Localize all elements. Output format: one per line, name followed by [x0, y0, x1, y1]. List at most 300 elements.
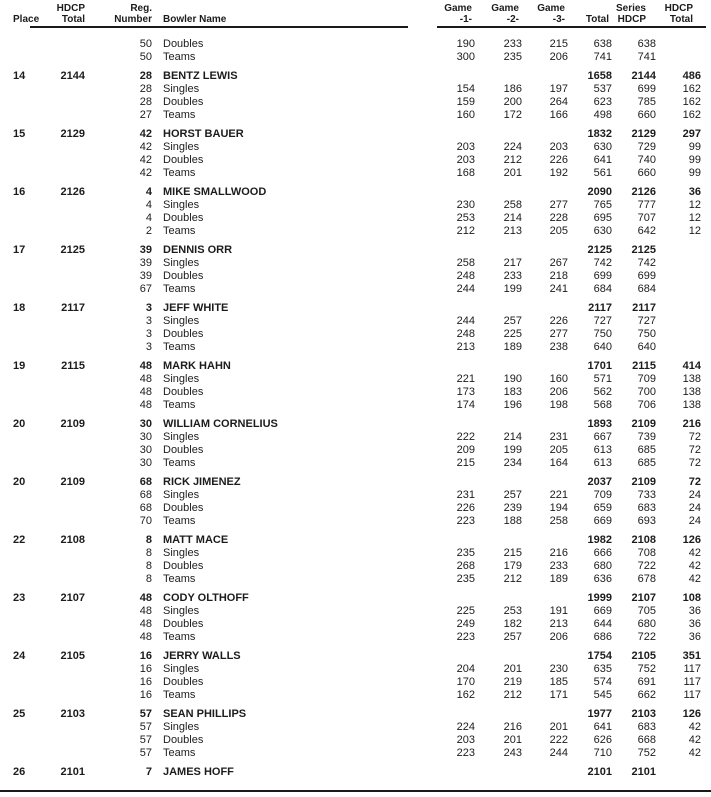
- event-label-cell: Doubles: [163, 328, 204, 340]
- place-cell: [0, 515, 47, 528]
- game1-cell: 160: [456, 109, 475, 121]
- place-cell: [0, 283, 47, 296]
- place-cell: [0, 431, 47, 444]
- hdcp-total-value-cell: 12: [688, 225, 701, 237]
- hdcp-total-cell: [47, 734, 88, 747]
- game2-cell: 179: [503, 560, 522, 572]
- game3-cell: 244: [549, 747, 568, 759]
- event-label-cell: Doubles: [163, 444, 204, 456]
- hdcp-total-value-cell: 42: [688, 573, 701, 585]
- series-hdcp-cell: 662: [637, 689, 656, 701]
- event-label-cell: Doubles: [163, 734, 204, 746]
- place-cell: 16: [13, 186, 26, 198]
- total-cell: 562: [593, 386, 612, 398]
- place-cell: [0, 225, 47, 238]
- game1-cell: [426, 592, 475, 605]
- series-hdcp-cell: 727: [637, 315, 656, 327]
- place-cell: [0, 257, 47, 270]
- event-label-cell: Teams: [163, 631, 196, 643]
- hdcp-total-value-cell: 42: [688, 734, 701, 746]
- reg-number-cell: 68: [139, 502, 152, 514]
- bowler-summary-row: [0, 592, 711, 605]
- hdcp-total-cell: [47, 154, 88, 167]
- place-cell: [0, 373, 47, 386]
- series-hdcp-cell: 740: [637, 154, 656, 166]
- hdcp-total-value-cell: 24: [688, 489, 701, 501]
- series-hdcp-cell: 683: [637, 502, 656, 514]
- event-row: [0, 51, 711, 64]
- total-cell: 571: [593, 373, 612, 385]
- place-cell: [0, 341, 47, 354]
- bowler-name-cell: JAMES HOFF: [163, 766, 234, 778]
- game1-cell: 223: [456, 515, 475, 527]
- col-header-game3-line1: Game: [537, 3, 565, 14]
- place-cell: [0, 676, 47, 689]
- event-row: [0, 328, 711, 341]
- hdcp-total-value-cell: 117: [683, 663, 701, 675]
- event-label-cell: Singles: [163, 663, 200, 675]
- total-cell: 1999: [587, 592, 612, 604]
- event-label-cell: Singles: [163, 199, 200, 211]
- hdcp-total-value-cell: 138: [682, 373, 701, 385]
- game3-cell: 189: [549, 573, 568, 585]
- series-hdcp-cell: 722: [637, 560, 656, 572]
- reg-number-cell: 42: [139, 128, 152, 140]
- total-cell: 741: [593, 51, 612, 63]
- game2-cell: [475, 70, 522, 83]
- event-label-cell: Teams: [163, 341, 196, 353]
- place-cell: [0, 605, 47, 618]
- hdcp-total-value-cell: 72: [688, 431, 701, 443]
- series-hdcp-cell: 683: [637, 721, 656, 733]
- event-label-cell: Singles: [163, 721, 200, 733]
- standings-group: [0, 650, 711, 702]
- event-row: [0, 734, 711, 747]
- standings-group: [0, 708, 711, 760]
- game1-cell: [426, 128, 475, 141]
- event-row: [0, 689, 711, 702]
- event-label-cell: Teams: [163, 51, 196, 63]
- game1-cell: 204: [456, 663, 475, 675]
- event-row: [0, 573, 711, 586]
- game2-cell: 212: [503, 154, 522, 166]
- game2-cell: 190: [503, 373, 522, 385]
- hdcp-total-cell: [47, 373, 88, 386]
- game2-cell: [475, 534, 522, 547]
- col-header-game1-line1: Game: [444, 3, 472, 14]
- game1-cell: [426, 708, 475, 721]
- game2-cell: 201: [503, 663, 522, 675]
- event-row: [0, 457, 711, 470]
- total-cell: 574: [593, 676, 612, 688]
- event-row: [0, 444, 711, 457]
- game2-cell: 234: [503, 457, 522, 469]
- game2-cell: 172: [503, 109, 522, 121]
- hdcp-total-cell: [47, 676, 88, 689]
- bowler-name-cell: MATT MACE: [163, 534, 229, 546]
- reg-number-cell: 39: [139, 244, 152, 256]
- total-cell: 561: [593, 167, 612, 179]
- place-cell: [0, 547, 47, 560]
- total-cell: 727: [593, 315, 612, 327]
- total-cell: 669: [593, 605, 612, 617]
- event-label-cell: Singles: [163, 257, 200, 269]
- series-hdcp-cell: 705: [637, 605, 656, 617]
- hdcp-total-cell: [47, 386, 88, 399]
- header-line-2: [0, 14, 711, 25]
- col-header-game3-line2: -3-: [552, 14, 565, 25]
- hdcp-total-cell: [47, 51, 88, 64]
- game1-cell: 212: [456, 225, 475, 237]
- hdcp-total-cell: 2103: [60, 708, 85, 720]
- col-header-hdcp-total-line2: Total: [61, 14, 85, 25]
- game3-cell: 203: [549, 141, 568, 153]
- hdcp-total-cell: [47, 547, 88, 560]
- series-hdcp-cell: 2107: [631, 592, 656, 604]
- reg-number-cell: 39: [139, 257, 152, 269]
- game3-cell: 230: [549, 663, 568, 675]
- event-label-cell: Singles: [163, 489, 200, 501]
- event-row: [0, 199, 711, 212]
- standings-group: [0, 38, 711, 64]
- game2-cell: 182: [503, 618, 522, 630]
- hdcp-total-value-cell: 162: [682, 96, 701, 108]
- reg-number-cell: 28: [139, 96, 152, 108]
- event-label-cell: Doubles: [163, 38, 204, 50]
- hdcp-total-cell: [47, 689, 88, 702]
- game1-cell: 203: [456, 154, 475, 166]
- game3-cell: 166: [549, 109, 568, 121]
- hdcp-total-cell: [47, 431, 88, 444]
- col-header-bowler-name-line2: Bowler Name: [163, 14, 227, 25]
- game1-cell: 215: [456, 457, 475, 469]
- total-cell: 613: [593, 457, 612, 469]
- place-cell: [0, 109, 47, 122]
- game1-cell: 225: [456, 605, 475, 617]
- game1-cell: 248: [456, 328, 475, 340]
- event-row: [0, 489, 711, 502]
- hdcp-total-cell: [47, 663, 88, 676]
- game3-cell: 264: [549, 96, 568, 108]
- game2-cell: [475, 708, 522, 721]
- reg-number-cell: 48: [139, 373, 152, 385]
- hdcp-total-cell: [47, 212, 88, 225]
- place-cell: [0, 141, 47, 154]
- bowler-name-cell: HORST BAUER: [163, 128, 244, 140]
- place-cell: [0, 631, 47, 644]
- place-cell: [0, 167, 47, 180]
- standings-group: [0, 70, 711, 122]
- place-cell: [0, 489, 47, 502]
- place-cell: [0, 689, 47, 702]
- reg-number-cell: 57: [139, 721, 152, 733]
- game1-cell: 300: [456, 51, 475, 63]
- series-hdcp-cell: 707: [637, 212, 656, 224]
- hdcp-total-value-cell: 486: [682, 70, 701, 82]
- reg-number-cell: 50: [139, 51, 152, 63]
- total-cell: 568: [593, 399, 612, 411]
- reg-number-cell: 30: [139, 444, 152, 456]
- game3-cell: [522, 766, 568, 779]
- event-label-cell: Doubles: [163, 386, 204, 398]
- total-cell: 2117: [588, 302, 612, 314]
- event-row: [0, 315, 711, 328]
- game2-cell: 233: [503, 270, 522, 282]
- series-hdcp-cell: 2103: [631, 708, 656, 720]
- series-hdcp-cell: 709: [637, 373, 656, 385]
- hdcp-total-cell: [47, 721, 88, 734]
- event-label-cell: Teams: [163, 167, 196, 179]
- reg-number-cell: 42: [139, 154, 152, 166]
- place-cell: 19: [13, 360, 26, 372]
- event-label-cell: Doubles: [163, 502, 204, 514]
- game1-cell: 174: [456, 399, 475, 411]
- game2-cell: [475, 476, 522, 489]
- hdcp-total-cell: [47, 560, 88, 573]
- game2-cell: 212: [503, 689, 522, 701]
- game1-cell: 248: [456, 270, 475, 282]
- game1-cell: 159: [456, 96, 475, 108]
- series-hdcp-cell: 691: [637, 676, 656, 688]
- hdcp-total-value-cell: 42: [688, 747, 701, 759]
- game1-cell: 209: [456, 444, 475, 456]
- series-hdcp-cell: 2109: [631, 418, 656, 430]
- place-cell: [0, 734, 47, 747]
- bowler-summary-row: [0, 766, 711, 779]
- place-cell: [0, 618, 47, 631]
- game1-cell: 235: [456, 547, 475, 559]
- reg-number-cell: 68: [139, 476, 152, 488]
- col-header-game1-line2: -1-: [459, 14, 472, 25]
- standings-group: [0, 360, 711, 412]
- event-label-cell: Teams: [163, 457, 196, 469]
- game3-cell: 191: [549, 605, 568, 617]
- total-cell: 498: [593, 109, 612, 121]
- hdcp-total-cell: [47, 38, 88, 51]
- game2-cell: 253: [503, 605, 522, 617]
- series-hdcp-cell: 733: [637, 489, 656, 501]
- hdcp-total-cell: 2125: [60, 244, 85, 256]
- place-cell: 17: [13, 244, 26, 256]
- series-hdcp-cell: 678: [637, 573, 656, 585]
- hdcp-total-cell: [47, 444, 88, 457]
- reg-number-cell: 30: [139, 418, 152, 430]
- game2-cell: [475, 650, 522, 663]
- col-header-game2-line2: -2-: [506, 14, 519, 25]
- hdcp-total-value-cell: [656, 341, 701, 354]
- total-cell: 2090: [587, 186, 612, 198]
- event-row: [0, 270, 711, 283]
- bowler-summary-row: [0, 302, 711, 315]
- game2-cell: 196: [503, 399, 522, 411]
- total-cell: 640: [593, 341, 612, 353]
- table-header: [0, 0, 711, 28]
- game3-cell: 206: [549, 51, 568, 63]
- hdcp-total-cell: [47, 515, 88, 528]
- hdcp-total-cell: 2108: [60, 534, 85, 546]
- game1-cell: 190: [456, 38, 475, 50]
- game2-cell: 219: [503, 676, 522, 688]
- reg-number-cell: 48: [139, 360, 152, 372]
- event-row: [0, 96, 711, 109]
- reg-number-cell: 50: [139, 38, 152, 50]
- place-cell: [0, 457, 47, 470]
- col-header-reg-number-line2: Number: [114, 14, 152, 25]
- series-hdcp-cell: 660: [637, 109, 656, 121]
- hdcp-total-cell: [47, 96, 88, 109]
- game3-cell: 197: [549, 83, 568, 95]
- game2-cell: 186: [503, 83, 522, 95]
- hdcp-total-cell: 2109: [60, 418, 85, 430]
- series-hdcp-cell: 2125: [631, 244, 656, 256]
- series-hdcp-cell: 752: [637, 663, 656, 675]
- event-row: [0, 605, 711, 618]
- game2-cell: 233: [503, 38, 522, 50]
- total-cell: 686: [593, 631, 612, 643]
- place-cell: 20: [13, 418, 26, 430]
- hdcp-total-value-cell: 99: [688, 167, 701, 179]
- total-cell: 699: [593, 270, 612, 282]
- game2-cell: 257: [503, 315, 522, 327]
- reg-number-cell: 16: [139, 650, 152, 662]
- series-hdcp-cell: 699: [637, 83, 656, 95]
- hdcp-total-cell: [47, 283, 88, 296]
- game3-cell: 233: [549, 560, 568, 572]
- reg-number-cell: 8: [145, 534, 152, 546]
- game3-cell: 171: [549, 689, 568, 701]
- game1-cell: 253: [456, 212, 475, 224]
- total-cell: 1754: [587, 650, 612, 662]
- total-cell: 1982: [587, 534, 612, 546]
- game2-cell: [475, 302, 522, 315]
- reg-number-cell: 57: [139, 747, 152, 759]
- place-cell: [0, 83, 47, 96]
- col-header-series-hdcp-line1: Series: [615, 3, 646, 14]
- hdcp-total-cell: [47, 747, 88, 760]
- game2-cell: 225: [503, 328, 522, 340]
- series-hdcp-cell: 708: [637, 547, 656, 559]
- event-label-cell: Singles: [163, 431, 200, 443]
- reg-number-cell: 30: [139, 431, 152, 443]
- reg-number-cell: 8: [145, 547, 152, 559]
- header-rule-right: [437, 26, 706, 28]
- series-hdcp-cell: 684: [637, 283, 656, 295]
- col-header-total-line2: Total: [585, 14, 609, 25]
- total-cell: 641: [593, 154, 612, 166]
- series-hdcp-cell: 2108: [631, 534, 656, 546]
- event-label-cell: Teams: [163, 109, 196, 121]
- game2-cell: 183: [503, 386, 522, 398]
- hdcp-total-cell: [47, 502, 88, 515]
- series-hdcp-cell: 741: [637, 51, 656, 63]
- event-row: [0, 386, 711, 399]
- bowler-name-cell: JEFF WHITE: [163, 302, 229, 314]
- hdcp-total-cell: [47, 83, 88, 96]
- game1-cell: 230: [456, 199, 475, 211]
- standings-group: [0, 186, 711, 238]
- hdcp-total-value-cell: [656, 328, 701, 341]
- total-cell: 2125: [587, 244, 612, 256]
- reg-number-cell: 48: [139, 386, 152, 398]
- event-label-cell: Teams: [163, 399, 196, 411]
- total-cell: 1658: [587, 70, 612, 82]
- event-label-cell: Singles: [163, 83, 200, 95]
- reg-number-cell: 3: [145, 341, 152, 353]
- col-header-reg-number-line1: Reg.: [130, 3, 152, 14]
- game3-cell: 277: [549, 328, 568, 340]
- hdcp-total-value-cell: 162: [682, 109, 701, 121]
- series-hdcp-cell: 685: [637, 444, 656, 456]
- total-cell: 626: [593, 734, 612, 746]
- game2-cell: 215: [503, 547, 522, 559]
- total-cell: 2037: [587, 476, 612, 488]
- game3-cell: 241: [549, 283, 568, 295]
- series-hdcp-cell: 699: [637, 270, 656, 282]
- hdcp-total-cell: [47, 341, 88, 354]
- total-cell: 635: [593, 663, 612, 675]
- reg-number-cell: 30: [139, 457, 152, 469]
- game1-cell: [426, 650, 475, 663]
- bottom-rule: [0, 790, 711, 792]
- game2-cell: [475, 766, 522, 779]
- place-cell: 18: [13, 302, 26, 314]
- reg-number-cell: 39: [139, 270, 152, 282]
- standings-group: [0, 592, 711, 644]
- event-row: [0, 283, 711, 296]
- hdcp-total-cell: [47, 167, 88, 180]
- col-header-series-hdcp-line2: HDCP: [617, 14, 646, 25]
- reg-number-cell: 57: [139, 708, 152, 720]
- reg-number-cell: 70: [139, 515, 152, 527]
- place-cell: 25: [13, 708, 26, 720]
- game1-cell: 170: [456, 676, 475, 688]
- total-cell: 638: [593, 38, 612, 50]
- total-cell: 630: [593, 141, 612, 153]
- game1-cell: 222: [456, 431, 475, 443]
- game2-cell: 188: [503, 515, 522, 527]
- total-cell: 1701: [587, 360, 612, 372]
- event-row: [0, 225, 711, 238]
- game2-cell: 216: [503, 721, 522, 733]
- hdcp-total-cell: 2129: [60, 128, 85, 140]
- hdcp-total-value-cell: 42: [688, 721, 701, 733]
- reg-number-cell: 48: [139, 631, 152, 643]
- place-cell: [0, 212, 47, 225]
- event-label-cell: Teams: [163, 747, 196, 759]
- series-hdcp-cell: 2129: [631, 128, 656, 140]
- place-cell: [0, 444, 47, 457]
- game1-cell: 244: [456, 283, 475, 295]
- game3-cell: [522, 534, 568, 547]
- game3-cell: 222: [549, 734, 568, 746]
- bowler-summary-row: [0, 418, 711, 431]
- series-hdcp-cell: 722: [637, 631, 656, 643]
- place-cell: [0, 154, 47, 167]
- game3-cell: 226: [549, 315, 568, 327]
- hdcp-total-value-cell: [656, 51, 701, 64]
- hdcp-total-cell: [47, 109, 88, 122]
- bowler-name-cell: BENTZ LEWIS: [163, 70, 238, 82]
- hdcp-total-value-cell: 99: [688, 154, 701, 166]
- hdcp-total-cell: [47, 489, 88, 502]
- reg-number-cell: 68: [139, 489, 152, 501]
- hdcp-total-cell: 2117: [61, 302, 85, 314]
- series-hdcp-cell: 668: [637, 734, 656, 746]
- game3-cell: [522, 186, 568, 199]
- reg-number-cell: 28: [139, 83, 152, 95]
- game1-cell: [426, 70, 475, 83]
- game2-cell: 257: [503, 631, 522, 643]
